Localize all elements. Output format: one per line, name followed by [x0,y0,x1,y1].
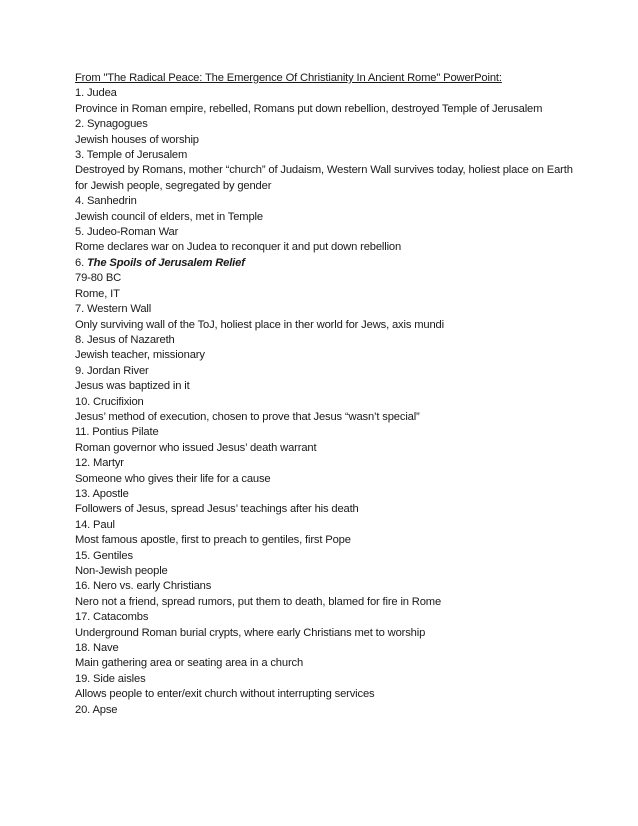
entry-description: Followers of Jesus, spread Jesus’ teachings after his death [75,503,359,516]
entry-description: Rome, IT [75,287,120,300]
entry-term [75,256,575,271]
document-page [75,71,575,718]
entry-term: 20. Apse [75,703,118,716]
entry-term: 19. Side aisles [75,672,146,685]
entry-description: Most famous apostle, first to preach to gentiles, first Pope [75,534,351,547]
entry-term: 14. Paul [75,518,115,531]
entry-term: 7. Western Wall [75,303,152,316]
entry-description: Underground Roman burial crypts, where early Christians met to worship [75,626,426,639]
entry-description: Jewish teacher, missionary [75,349,205,362]
entry-description: Nero not a friend, spread rumors, put them to death, blamed for fire in Rome [75,595,442,608]
entry-description: Jewish council of elders, met in Temple [75,210,263,223]
entry-term: 10. Crucifixion [75,395,144,408]
entry-description: Jesus’ method of execution, chosen to prove that Jesus “wasn’t special” [75,410,420,423]
entry-term: 13. Apostle [75,487,129,500]
entry-term: 4. Sanhedrin [75,195,137,208]
entry-description: Non-Jewish people [75,565,168,577]
entry-term: 8. Jesus of Nazareth [75,333,175,346]
entry-term: 18. Nave [75,642,119,655]
entry-term: 1. Judea [75,87,117,100]
entry-description: Only surviving wall of the ToJ, holiest place in ther world for Jews, axis mundi [75,318,444,331]
entry-term: 9. Jordan River [75,364,149,377]
entry-description: Jesus was baptized in it [75,380,190,393]
document-heading: From "The Radical Peace: The Emergence Of Christianity In Ancient Rome" PowerPoint: [75,72,502,84]
entry-term: 5. Judeo-Roman War [75,226,179,239]
entry-description: Allows people to enter/exit church without interrupting services [75,688,375,701]
entry-description: 79-80 BC [75,272,122,285]
entry-term: 12. Martyr [75,457,124,470]
entry-term: 3. Temple of Jerusalem [75,149,188,162]
entry-description: Roman governor who issued Jesus’ death warrant [75,441,317,454]
entry-description: Destroyed by Romans, mother “church” of Judaism, Western Wall survives today, holiest place on Earth for Jewish people, segregated by gender [75,164,573,192]
entry-description: Rome declares war on Judea to reconquer it and put down rebellion [75,241,402,254]
entry-term-number: 6. [75,256,87,269]
entry-description: Jewish houses of worship [75,133,199,146]
entry-term: 2. Synagogues [75,118,148,131]
entry-term: 11. Pontius Pilate [75,426,159,439]
entry-term: 15. Gentiles [75,549,133,562]
entry-term-emphasis: The Spoils of Jerusalem Relief [87,256,245,269]
entry-description: Someone who gives their life for a cause [75,472,271,485]
entry-term: 17. Catacombs [75,611,149,624]
entry-term: 16. Nero vs. early Christians [75,580,212,593]
entry-description: Province in Roman empire, rebelled, Romans put down rebellion, destroyed Temple of Jerusalem [75,102,543,115]
entry-description: Main gathering area or seating area in a church [75,657,304,670]
